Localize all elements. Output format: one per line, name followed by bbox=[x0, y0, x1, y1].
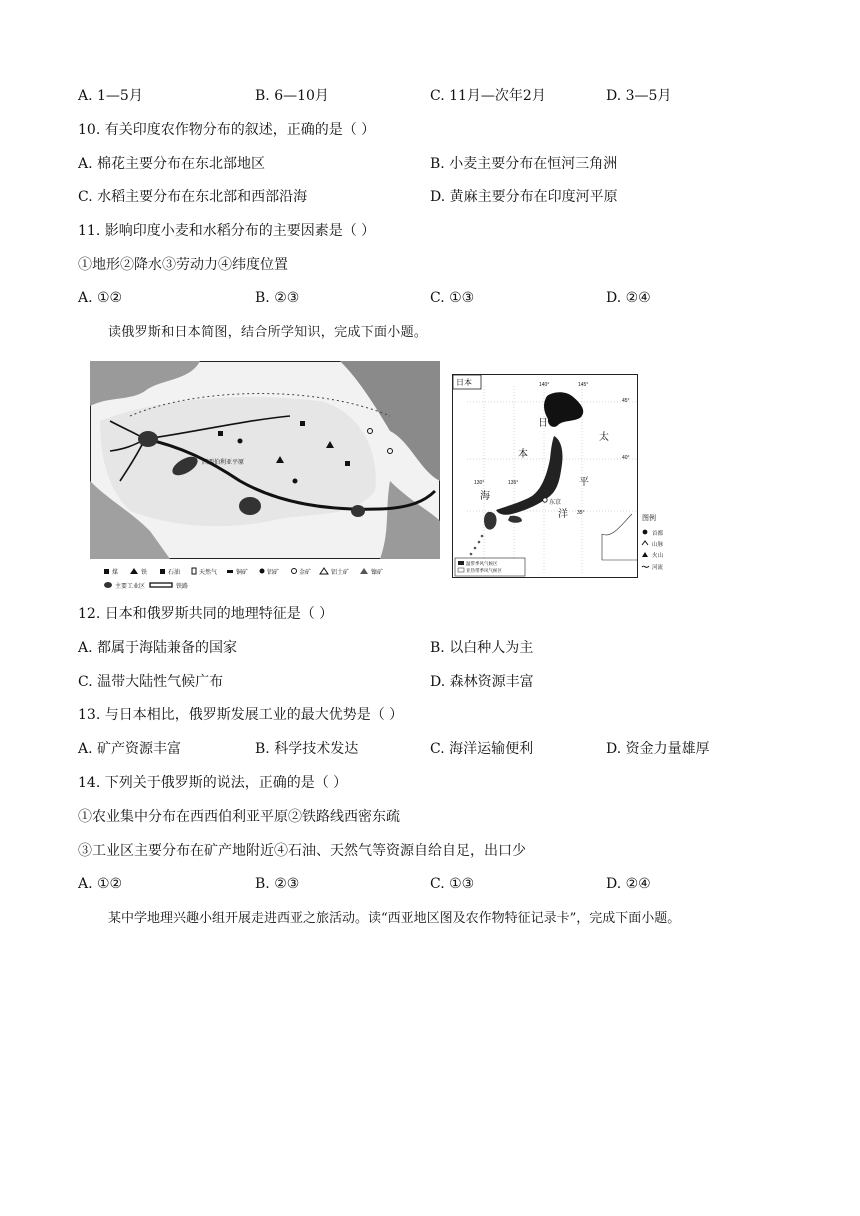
label-ri: 日 bbox=[538, 418, 548, 429]
legend-iron: 铁 bbox=[141, 570, 148, 576]
russia-map-legend bbox=[104, 565, 440, 591]
q10-option-d: D. 黄麻主要分布在印度河平原 bbox=[430, 189, 618, 205]
q10-option-a: A. 棉花主要分布在东北部地区 bbox=[78, 156, 266, 172]
lat-45: 45° bbox=[622, 398, 630, 404]
intro-russia-japan: 读俄罗斯和日本简图，结合所学知识，完成下面小题。 bbox=[108, 325, 428, 340]
q9-option-b: B. 6—10月 bbox=[255, 88, 329, 104]
legend-nickel: 镍矿 bbox=[371, 570, 384, 576]
legend-volcano: 火山 bbox=[652, 553, 664, 559]
q9-option-d: D. 3—5月 bbox=[606, 88, 672, 104]
label-ping: 平 bbox=[579, 477, 589, 488]
label-tai: 太 bbox=[599, 432, 609, 443]
q13-option-a: A. 矿产资源丰富 bbox=[78, 741, 182, 757]
q9-option-c: C. 11月—次年2月 bbox=[430, 88, 546, 104]
q14-option-c: C. ①③ bbox=[430, 876, 475, 892]
q12-stem: 12. 日本和俄罗斯共同的地理特征是（ ） bbox=[78, 606, 334, 622]
q12-option-d: D. 森林资源丰富 bbox=[430, 674, 534, 690]
label-ben: 本 bbox=[518, 449, 528, 460]
japan-map bbox=[452, 374, 638, 578]
q10-option-c: C. 水稻主要分布在东北部和西部沿海 bbox=[78, 189, 308, 205]
q13-option-c: C. 海洋运输便利 bbox=[430, 741, 534, 757]
lon-130: 130° bbox=[474, 480, 485, 486]
legend-industrial-zone: 主要工业区 bbox=[115, 584, 146, 590]
lon-135: 135° bbox=[508, 480, 519, 486]
q9-option-a: A. 1—5月 bbox=[78, 88, 143, 104]
russia-map bbox=[90, 361, 440, 559]
legend-aluminum: 铝矿 bbox=[267, 570, 280, 576]
legend-railway: 铁路 bbox=[176, 584, 189, 590]
q12-option-b: B. 以白种人为主 bbox=[430, 640, 534, 656]
q12-option-a: A. 都属于海陆兼备的国家 bbox=[78, 640, 238, 656]
label-yang: 洋 bbox=[558, 509, 568, 520]
q11-option-c: C. ①③ bbox=[430, 290, 475, 306]
q10-option-b: B. 小麦主要分布在恒河三角洲 bbox=[430, 156, 618, 172]
lat-40: 40° bbox=[622, 455, 630, 461]
legend-oil: 石油 bbox=[168, 570, 181, 576]
q12-option-c: C. 温带大陆性气候广布 bbox=[78, 674, 224, 690]
q13-option-d: D. 资金力量雄厚 bbox=[606, 741, 710, 757]
q11-option-a: A. ①② bbox=[78, 290, 123, 306]
legend-gas: 天然气 bbox=[199, 570, 218, 576]
japan-map-legend bbox=[640, 512, 680, 578]
q10-stem: 10. 有关印度农作物分布的叙述，正确的是（ ） bbox=[78, 122, 376, 138]
japan-map-title: 日本 bbox=[456, 378, 472, 387]
lon-140: 140° bbox=[539, 382, 550, 388]
climate-subtropical: 亚热带季风气候区 bbox=[466, 568, 502, 573]
legend-capital: 首都 bbox=[652, 531, 664, 537]
climate-temperate: 温带季风气候区 bbox=[466, 561, 498, 566]
label-hai: 海 bbox=[480, 491, 490, 502]
q11-stem: 11. 影响印度小麦和水稻分布的主要因素是（ ） bbox=[78, 223, 376, 239]
q13-option-b: B. 科学技术发达 bbox=[255, 741, 359, 757]
intro-west-asia: 某中学地理兴趣小组开展走进西亚之旅活动。读“西亚地区图及农作物特征记录卡”，完成下面小题。 bbox=[108, 911, 681, 926]
q14-option-a: A. ①② bbox=[78, 876, 123, 892]
legend-copper: 铜矿 bbox=[236, 570, 249, 576]
region-label: 西西伯利亚平原 bbox=[202, 460, 245, 466]
q11-option-d: D. ②④ bbox=[606, 290, 651, 306]
q13-stem: 13. 与日本相比，俄罗斯发展工业的最大优势是（ ） bbox=[78, 707, 404, 723]
q14-option-b: B. ②③ bbox=[255, 876, 300, 892]
capital-label: 东京 bbox=[549, 500, 562, 506]
q14-option-d: D. ②④ bbox=[606, 876, 651, 892]
q11-option-b: B. ②③ bbox=[255, 290, 300, 306]
q14-item-line2: ③工业区主要分布在矿产地附近④石油、天然气等资源自给自足，出口少 bbox=[78, 843, 526, 859]
legend-bauxite: 铝土矿 bbox=[331, 570, 350, 576]
legend-river: 河流 bbox=[652, 565, 664, 571]
q14-item-line1: ①农业集中分布在西西伯利亚平原②铁路线西密东疏 bbox=[78, 809, 400, 825]
lon-145: 145° bbox=[578, 382, 589, 388]
q11-items: ①地形②降水③劳动力④纬度位置 bbox=[78, 257, 288, 273]
q14-stem: 14. 下列关于俄罗斯的说法，正确的是（ ） bbox=[78, 775, 348, 791]
legend-title: 图例 bbox=[642, 515, 656, 522]
legend-mountain: 山脉 bbox=[652, 542, 664, 548]
legend-gold: 金矿 bbox=[299, 570, 312, 576]
lat-35: 35° bbox=[577, 510, 585, 516]
legend-coal: 煤 bbox=[112, 570, 119, 576]
